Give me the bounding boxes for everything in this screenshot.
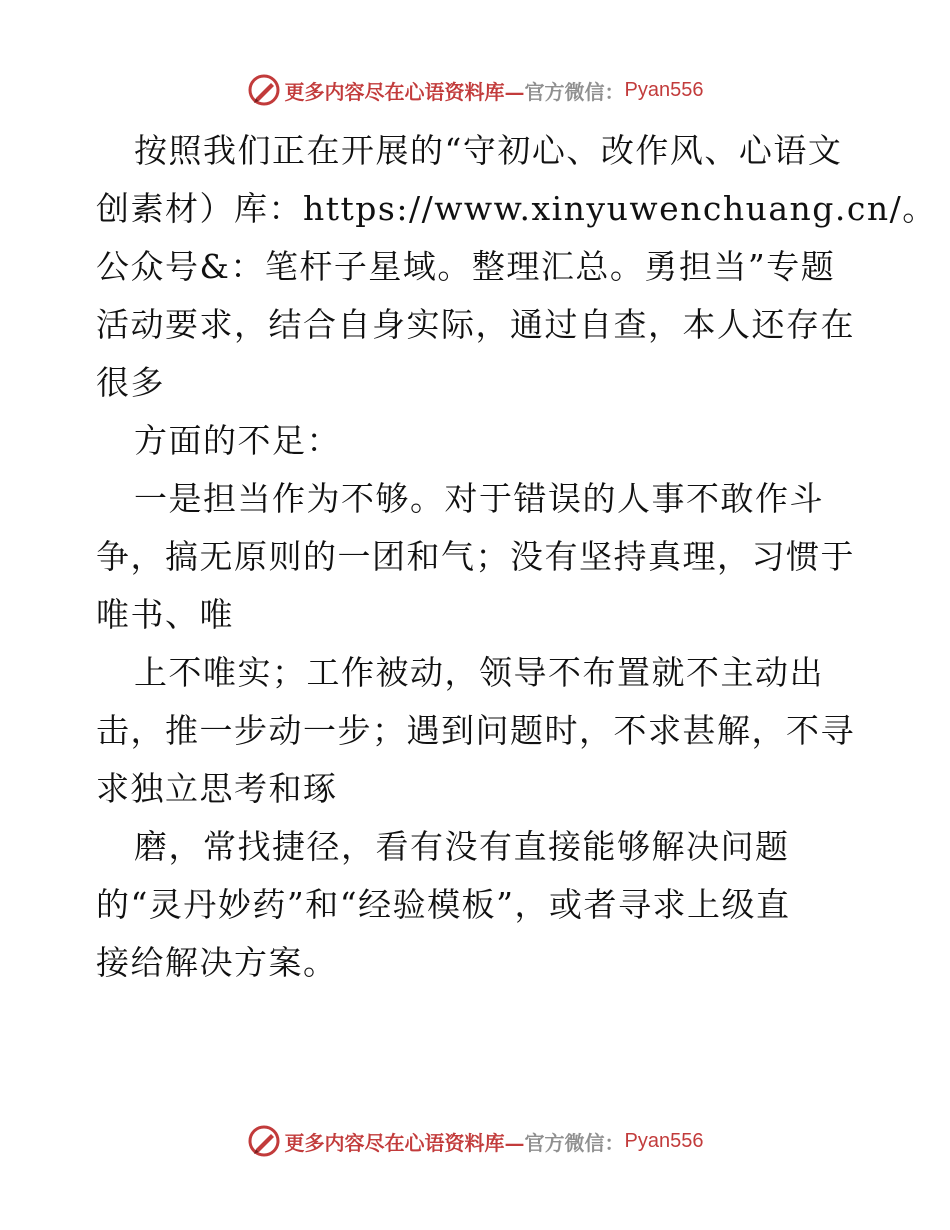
header-banner-text: 更多内容尽在心语资料库—	[284, 79, 525, 104]
body-line: 公众号&：笔杆子星域。整理汇总。勇担当”专题	[96, 247, 836, 286]
footer-banner-id: Pyan556	[624, 1129, 704, 1152]
pen-logo-icon	[247, 73, 281, 107]
document-body	[96, 122, 937, 992]
body-line: 一是担当作为不够。对于错误的人事不敢作斗	[134, 479, 824, 518]
body-line: 磨，常找捷径，看有没有直接能够解决问题	[134, 827, 790, 866]
body-line: 很多	[96, 363, 165, 402]
header-banner	[0, 70, 950, 110]
body-line: 唯书、唯	[96, 595, 234, 634]
body-line: 接给解决方案。	[96, 943, 338, 982]
footer-banner-suffix: 官方微信：	[524, 1130, 625, 1155]
body-line: 击，推一步动一步；遇到问题时，不求甚解，不寻	[96, 711, 855, 750]
body-line: 争，搞无原则的一团和气；没有坚持真理，习惯于	[96, 537, 855, 576]
header-banner-suffix: 官方微信：	[524, 79, 625, 104]
body-line: 创素材）库：https://www.xinyuwenchuang.cn/。	[96, 189, 937, 228]
footer-banner	[0, 1121, 950, 1161]
header-banner-id: Pyan556	[624, 78, 704, 101]
body-line: 方面的不足：	[134, 421, 341, 460]
body-line: 按照我们正在开展的“守初心、改作风、心语文	[134, 131, 843, 170]
body-line: 上不唯实；工作被动，领导不布置就不主动出	[134, 653, 824, 692]
body-line: 活动要求，结合自身实际，通过自查，本人还存在	[96, 305, 855, 344]
pen-logo-icon	[247, 1124, 281, 1158]
footer-banner-text: 更多内容尽在心语资料库—	[284, 1130, 525, 1155]
body-line: 求独立思考和琢	[96, 769, 338, 808]
body-line: 的“灵丹妙药”和“经验模板”，或者寻求上级直	[96, 885, 791, 924]
